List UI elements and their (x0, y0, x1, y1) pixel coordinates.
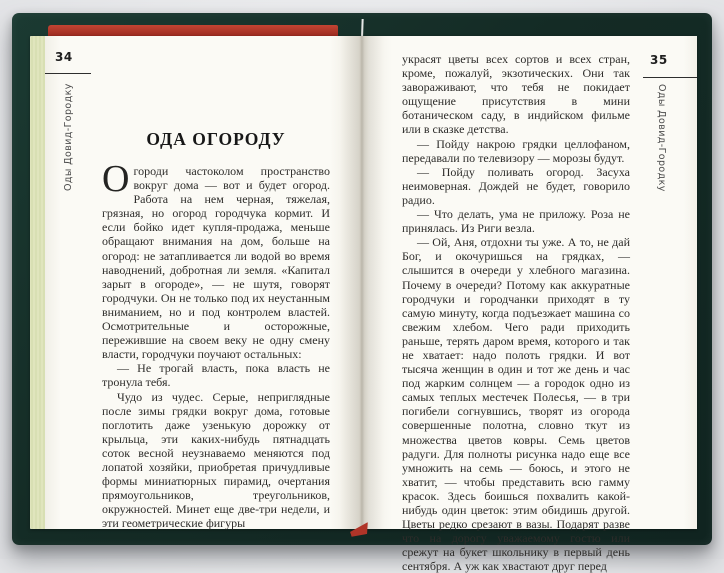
chapter-title: ОДА ОГОРОДУ (146, 129, 286, 149)
header-rule-left (45, 73, 91, 74)
dropcap-letter: О (102, 158, 130, 200)
paragraph-dialog: — Что делать, ума не приложу. Роза не принялась. Из Риги везла. (402, 207, 630, 236)
page-number-right: 35 (650, 53, 668, 67)
right-page (362, 36, 697, 573)
paragraph-continuation: украсят цветы всех сортов и всех стран, кроме, пожалуй, экзотических. Они так завораживают, что тебя не покидает ощущение присутствия в мини ботаническом саду, в индийском фильме или в сказке детства. (402, 52, 630, 137)
open-page-spread (30, 36, 697, 573)
left-page-body (102, 158, 330, 531)
paragraph-text: городи частоколом пространство вокруг дома — вот и будет огород. Работа на нем черная, тяжелая, грязная, но огород городчука кормит. И если бойко идет купля-продажа, меньше обращают внимания на дом, больше на огород: не затапливается ли водой во время наводнений, добротная ли земля. «Капитал зарыт в огороде», — не шутя, говорят городчуки. Он не только под их неустанным вниманием, но и под контролем властей. Осмотрительные и осторожные, пережившие на своем веку не одну смену власти, городчуки поучают остальных: (102, 164, 330, 362)
paragraph-dropcap (102, 158, 330, 362)
page-fore-edge (30, 36, 46, 529)
right-page-body (402, 52, 630, 573)
paragraph: Чудо из чудес. Серые, неприглядные после зимы грядки вокруг дома, готовые поглотить даже узенькую дорожку от крыльца, эти каких-нибудь пятнадцать соток весной неузнаваемо меняются под лопатой хозяйки, приобретая причудливые формы миниатюрных пирамид, очертания прямоугольников, треугольников, окружностей. Минет еще две-три недели, и эти геометрические фигуры (102, 389, 330, 531)
running-title-right: Оды Довид-Городку (656, 84, 667, 192)
header-rule-right (643, 77, 697, 78)
paragraph-dialog: — Пойду поливать огород. Засуха неимоверная. Дождей не будет, говорило радио. (402, 164, 630, 207)
left-page (45, 36, 362, 529)
paragraph-dialog: — Ой, Аня, отдохни ты уже. А то, не дай Бог, и окочуришься на грядках, — слышится в очереди у хлебного магазина. Почему в очереди? Потому как аккуратные городчуки и городчанки приходят в ту самую минуту, когда подъезжает машина со свежим хлебом. Чего ради приходить раньше, терять даром время, которого и так не хватает: надо полоть грядки. И вот тысяча женщин в один и тот же день и час под жарким солнцем — а городок одно из самых теплых местечек Полесья, — в три погибели согнувшись, творят из огорода совершенные полотна, словно ткут из множества цветов ковры. Семь цветов радуги. Для полноты рисунка надо еще все умножить на семь — боюсь, и этого не хватит, — чтобы представить всю гамму красок. Здесь боишься похвалить какой-нибудь один цветок: этим обидишь другой. Цветы редко срезают в вазы. Подарят разве что на дорогу уважаемому гостю или срежут на букет школьнику в первый день сентября. А уж как хвастают друг перед (402, 235, 630, 573)
page-number-left: 34 (55, 50, 73, 64)
paragraph-dialog: — Пойду накрою грядки целлофаном, передавали по телевизору — морозы будут. (402, 136, 630, 165)
running-title-left: Оды Довид-Городку (63, 83, 74, 191)
paragraph-dialog: — Не трогай власть, пока власть не тронула тебя. (102, 361, 330, 390)
book-cover (12, 13, 712, 573)
page-top-edge-red (48, 25, 338, 36)
